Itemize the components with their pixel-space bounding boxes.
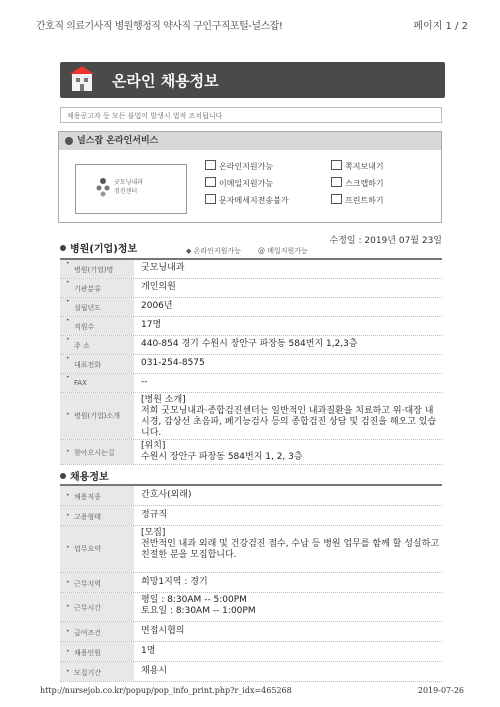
notice-bar: 채용공고자 등 모든 불법이 발생시 법적 조치됩니다 bbox=[60, 107, 442, 123]
row-value: 개인의원 bbox=[141, 282, 176, 292]
table-row: • 설립년도 2006년 bbox=[60, 298, 442, 317]
banner-title: 온라인 채용정보 bbox=[112, 72, 219, 90]
print-link[interactable]: 프린트하기 bbox=[331, 194, 384, 206]
scrap-icon bbox=[331, 177, 342, 187]
row-label: 근무시간 bbox=[74, 604, 102, 612]
row-label: 병원(기업)소개 bbox=[74, 412, 121, 420]
person-icon bbox=[205, 177, 216, 187]
recruit-info-table bbox=[60, 484, 442, 682]
scrap-link[interactable]: 스크랩하기 bbox=[331, 177, 384, 189]
row-label: 직원수 bbox=[74, 323, 95, 331]
sms-link[interactable]: 문자메세지전송불가 bbox=[205, 194, 289, 206]
row-value: [모집] 전반적인 내과 외래 및 건강검진 접수, 수납 등 병원 업무를 함께 할 성실하고 친절한 분을 모집합니다. bbox=[141, 528, 440, 560]
online-apply-tag: ◆ 온라인지원가능 bbox=[186, 247, 241, 255]
recruit-section-title: 채용정보 bbox=[60, 468, 109, 483]
row-label: 모집기간 bbox=[74, 669, 102, 677]
row-label: 기관분류 bbox=[74, 285, 102, 293]
email-apply-tag: @ 메일지원가능 bbox=[258, 247, 308, 255]
row-label: 주 소 bbox=[74, 342, 90, 350]
hospital-logo bbox=[75, 164, 187, 214]
row-label: 고용형태 bbox=[74, 513, 102, 521]
bullet-icon bbox=[60, 473, 66, 479]
row-label: 채용인원 bbox=[74, 649, 102, 657]
table-row: • 채용직종 간호사(외래) bbox=[60, 486, 442, 506]
email-apply-link[interactable]: 이메일지원가능 bbox=[205, 177, 273, 189]
hospital-section-title: 병원(기업)정보 bbox=[60, 240, 137, 255]
table-row: • 병원(기업)명 굿모닝내과 bbox=[60, 260, 442, 279]
table-row: • 기관분류 개인의원 bbox=[60, 279, 442, 298]
online-service-header bbox=[59, 132, 441, 150]
banner bbox=[60, 62, 445, 98]
row-value: [위치] 수원시 장안구 파장동 584번지 1, 2, 3층 bbox=[141, 441, 303, 462]
note-icon bbox=[331, 160, 342, 170]
row-value: 평일 : 8:30AM -- 5:00PM 토요일 : 8:30AM -- 1:00PM bbox=[141, 595, 256, 616]
table-row: • 모집기간 채용시 bbox=[60, 662, 442, 682]
row-value: 정규직 bbox=[141, 510, 168, 520]
building-icon bbox=[70, 65, 94, 93]
row-value: 굿모닝내과 bbox=[141, 263, 185, 273]
hospital-info-table bbox=[60, 258, 442, 465]
table-row: • 병원(기업)소개 [병원 소개] 저희 굿모닝내과·종합검진센터는 일반적인 내과질환을 치료하고 위·대장 내시경, 갑상선 초음파, 폐기능검사 등의 종합검진 상담 및 검진을 해오고 있습니다. bbox=[60, 393, 442, 440]
row-value: 031-254-8575 bbox=[141, 358, 205, 368]
table-row: • 주 소 440-854 경기 수원시 장안구 파장동 584번지 1,2,3층 bbox=[60, 336, 442, 355]
row-value: 희망1지역 : 경기 bbox=[141, 577, 208, 587]
row-label: 설립년도 bbox=[74, 304, 102, 312]
online-service-box bbox=[58, 131, 442, 223]
print-page-number: 페이지 1 / 2 bbox=[413, 21, 468, 32]
table-row: • 찾아오시는길 [위치] 수원시 장안구 파장동 584번지 1, 2, 3층 bbox=[60, 440, 442, 465]
monitor-icon bbox=[205, 160, 216, 170]
row-value: 1명 bbox=[141, 646, 156, 656]
row-value: 2006년 bbox=[141, 301, 173, 311]
row-label: 대표전화 bbox=[74, 361, 102, 369]
row-value: 면접시협의 bbox=[141, 626, 185, 636]
print-footer-date: 2019-07-26 bbox=[417, 686, 464, 695]
online-apply-link[interactable]: 온라인지원가능 bbox=[205, 160, 273, 172]
bullet-icon bbox=[65, 137, 73, 145]
print-header-title: 간호직 의료기사직 병원행정직 약사직 구인구직포털-널스잡! bbox=[36, 21, 283, 32]
row-value: [병원 소개] 저희 굿모닝내과·종합검진센터는 일반적인 내과질환을 치료하고 위·대장 내시경, 갑상선 초음파, 폐기능검사 등의 종합검진 상담 및 검진을 해오고 있습니다. bbox=[141, 395, 437, 438]
table-row: • FAX -- bbox=[60, 374, 442, 393]
phone-icon bbox=[205, 194, 216, 204]
send-note-link[interactable]: 쪽지보내기 bbox=[331, 160, 384, 172]
table-row: • 급여조건 면접시협의 bbox=[60, 622, 442, 642]
logo-mark-icon bbox=[96, 177, 110, 197]
row-value: 간호사(외래) bbox=[141, 490, 192, 500]
table-row: • 채용인원 1명 bbox=[60, 642, 442, 662]
row-value: 17명 bbox=[141, 320, 162, 330]
printer-icon bbox=[331, 194, 342, 204]
updated-date: 수정일 : 2019년 07월 23일 bbox=[329, 236, 442, 246]
table-row: • 직원수 17명 bbox=[60, 317, 442, 336]
table-row: • 업무요약 [모집] 전반적인 내과 외래 및 건강검진 접수, 수납 등 병원 업무를 함께 할 성실하고 친절한 분을 모집합니다. bbox=[60, 526, 442, 573]
print-footer-url: http://nursejob.co.kr/popup/pop_info_print.php?r_idx=465268 bbox=[40, 686, 292, 695]
table-row: • 고용형태 정규직 bbox=[60, 506, 442, 526]
row-label: 근무지역 bbox=[74, 580, 102, 588]
row-label: 병원(기업)명 bbox=[74, 266, 114, 274]
row-value: 440-854 경기 수원시 장안구 파장동 584번지 1,2,3층 bbox=[141, 339, 358, 349]
row-label: 급여조건 bbox=[74, 629, 102, 637]
row-value: 채용시 bbox=[141, 666, 168, 676]
row-label: 업무요약 bbox=[74, 545, 102, 553]
table-row: • 근무시간 평일 : 8:30AM -- 5:00PM 토요일 : 8:30AM -- 1:00PM bbox=[60, 593, 442, 622]
row-value: -- bbox=[141, 377, 148, 387]
table-row: • 근무지역 희망1지역 : 경기 bbox=[60, 573, 442, 593]
row-label: 채용직종 bbox=[74, 493, 102, 501]
row-label: 찾아오시는길 bbox=[74, 449, 115, 457]
row-label: FAX bbox=[74, 379, 87, 387]
table-row: • 대표전화 031-254-8575 bbox=[60, 355, 442, 374]
logo-line-2: 검진센터 bbox=[114, 188, 138, 195]
online-service-title: 널스잡 온라인서비스 bbox=[77, 136, 159, 146]
logo-line-1: 굿모닝내과 bbox=[114, 179, 143, 186]
bullet-icon bbox=[60, 245, 66, 251]
